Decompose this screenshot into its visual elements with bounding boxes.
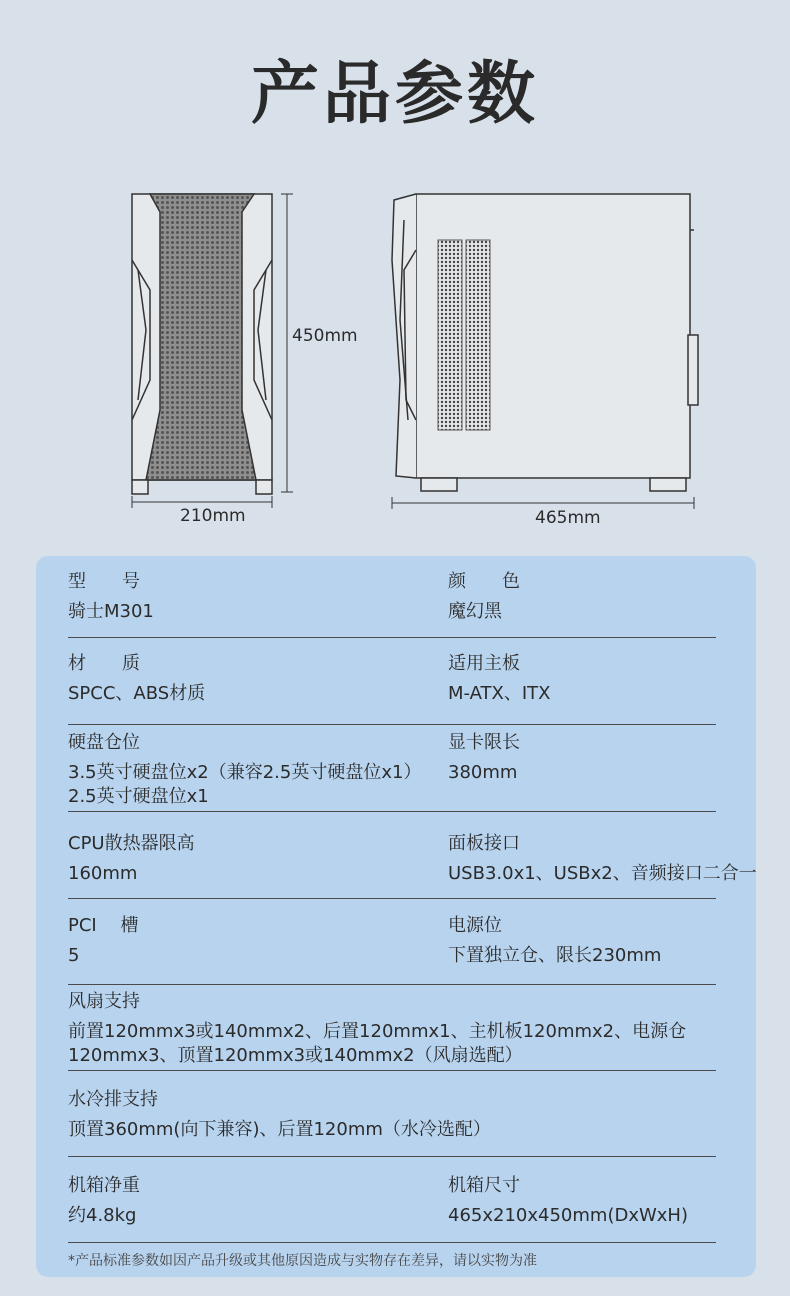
spec-cell — [448, 914, 778, 968]
spec-value: 魔幻黑 — [448, 601, 502, 622]
spec-value: 约4.8kg — [68, 1205, 137, 1226]
spec-label: 适用主板 — [448, 653, 520, 674]
spec-row — [68, 731, 716, 812]
spec-value: 下置独立仓、限长230mm — [448, 945, 662, 966]
side-view — [392, 194, 698, 491]
spec-label: 水冷排支持 — [68, 1089, 158, 1110]
spec-row — [68, 570, 716, 638]
spec-label: 材 质 — [68, 653, 140, 674]
page-title: 产品参数 — [250, 55, 539, 134]
spec-value: 3.5英寸硬盘位x2（兼容2.5英寸硬盘位x1） — [68, 762, 422, 783]
footnote: *产品标准参数如因产品升级或其他原因造成与实物存在差异，请以实物为准 — [68, 1253, 537, 1269]
case-drawings — [0, 180, 790, 530]
spec-label: 机箱尺寸 — [448, 1175, 520, 1196]
spec-cell — [68, 1088, 708, 1142]
depth-dimension-label: 465mm — [535, 508, 601, 528]
spec-value: M-ATX、ITX — [448, 683, 551, 704]
spec-cell — [68, 1174, 438, 1228]
spec-value-line2: 2.5英寸硬盘位x1 — [68, 786, 209, 807]
spec-cell — [68, 731, 438, 809]
spec-value: USB3.0x1、USBx2、音频接口二合一 — [448, 863, 757, 884]
spec-label: 硬盘仓位 — [68, 732, 140, 753]
spec-row — [68, 1174, 716, 1243]
spec-label: 显卡限长 — [448, 732, 520, 753]
spec-label: CPU散热器限高 — [68, 833, 195, 854]
spec-cell — [68, 914, 438, 968]
spec-cell — [68, 570, 438, 624]
spec-label: PCI 槽 — [68, 915, 139, 936]
spec-cell — [448, 832, 778, 886]
spec-value: 380mm — [448, 762, 518, 783]
spec-label: 机箱净重 — [68, 1175, 140, 1196]
spec-value: 160mm — [68, 863, 138, 884]
spec-value: 骑士M301 — [68, 601, 154, 622]
case-outline-drawing — [0, 180, 790, 530]
spec-value: 顶置360mm(向下兼容)、后置120mm（水冷选配） — [68, 1119, 491, 1140]
spec-row — [68, 990, 716, 1071]
spec-value: SPCC、ABS材质 — [68, 683, 206, 704]
spec-cell — [68, 832, 438, 886]
spec-row — [68, 1088, 716, 1157]
front-view — [132, 194, 272, 494]
spec-cell — [448, 570, 778, 624]
spec-label: 风扇支持 — [68, 991, 140, 1012]
spec-label: 电源位 — [448, 915, 502, 936]
spec-row — [68, 652, 716, 725]
spec-cell — [448, 652, 778, 706]
spec-value: 465x210x450mm(DxWxH) — [448, 1205, 688, 1226]
spec-label: 型 号 — [68, 571, 140, 592]
spec-cell — [68, 652, 438, 706]
spec-label: 面板接口 — [448, 833, 520, 854]
specs-panel — [36, 556, 756, 1277]
spec-value: 前置120mmx3或140mmx2、后置120mmx1、主机板120mmx2、电源仓120mmx3、顶置120mmx3或140mmx2（风扇选配） — [68, 1021, 687, 1066]
spec-label: 颜 色 — [448, 571, 520, 592]
spec-value: 5 — [68, 945, 80, 966]
spec-cell — [448, 731, 778, 785]
spec-row — [68, 832, 757, 899]
spec-cell — [448, 1174, 778, 1228]
spec-cell — [68, 990, 708, 1068]
height-dimension-label: 450mm — [292, 326, 358, 346]
spec-row — [68, 914, 716, 985]
width-dimension-label: 210mm — [180, 506, 246, 526]
